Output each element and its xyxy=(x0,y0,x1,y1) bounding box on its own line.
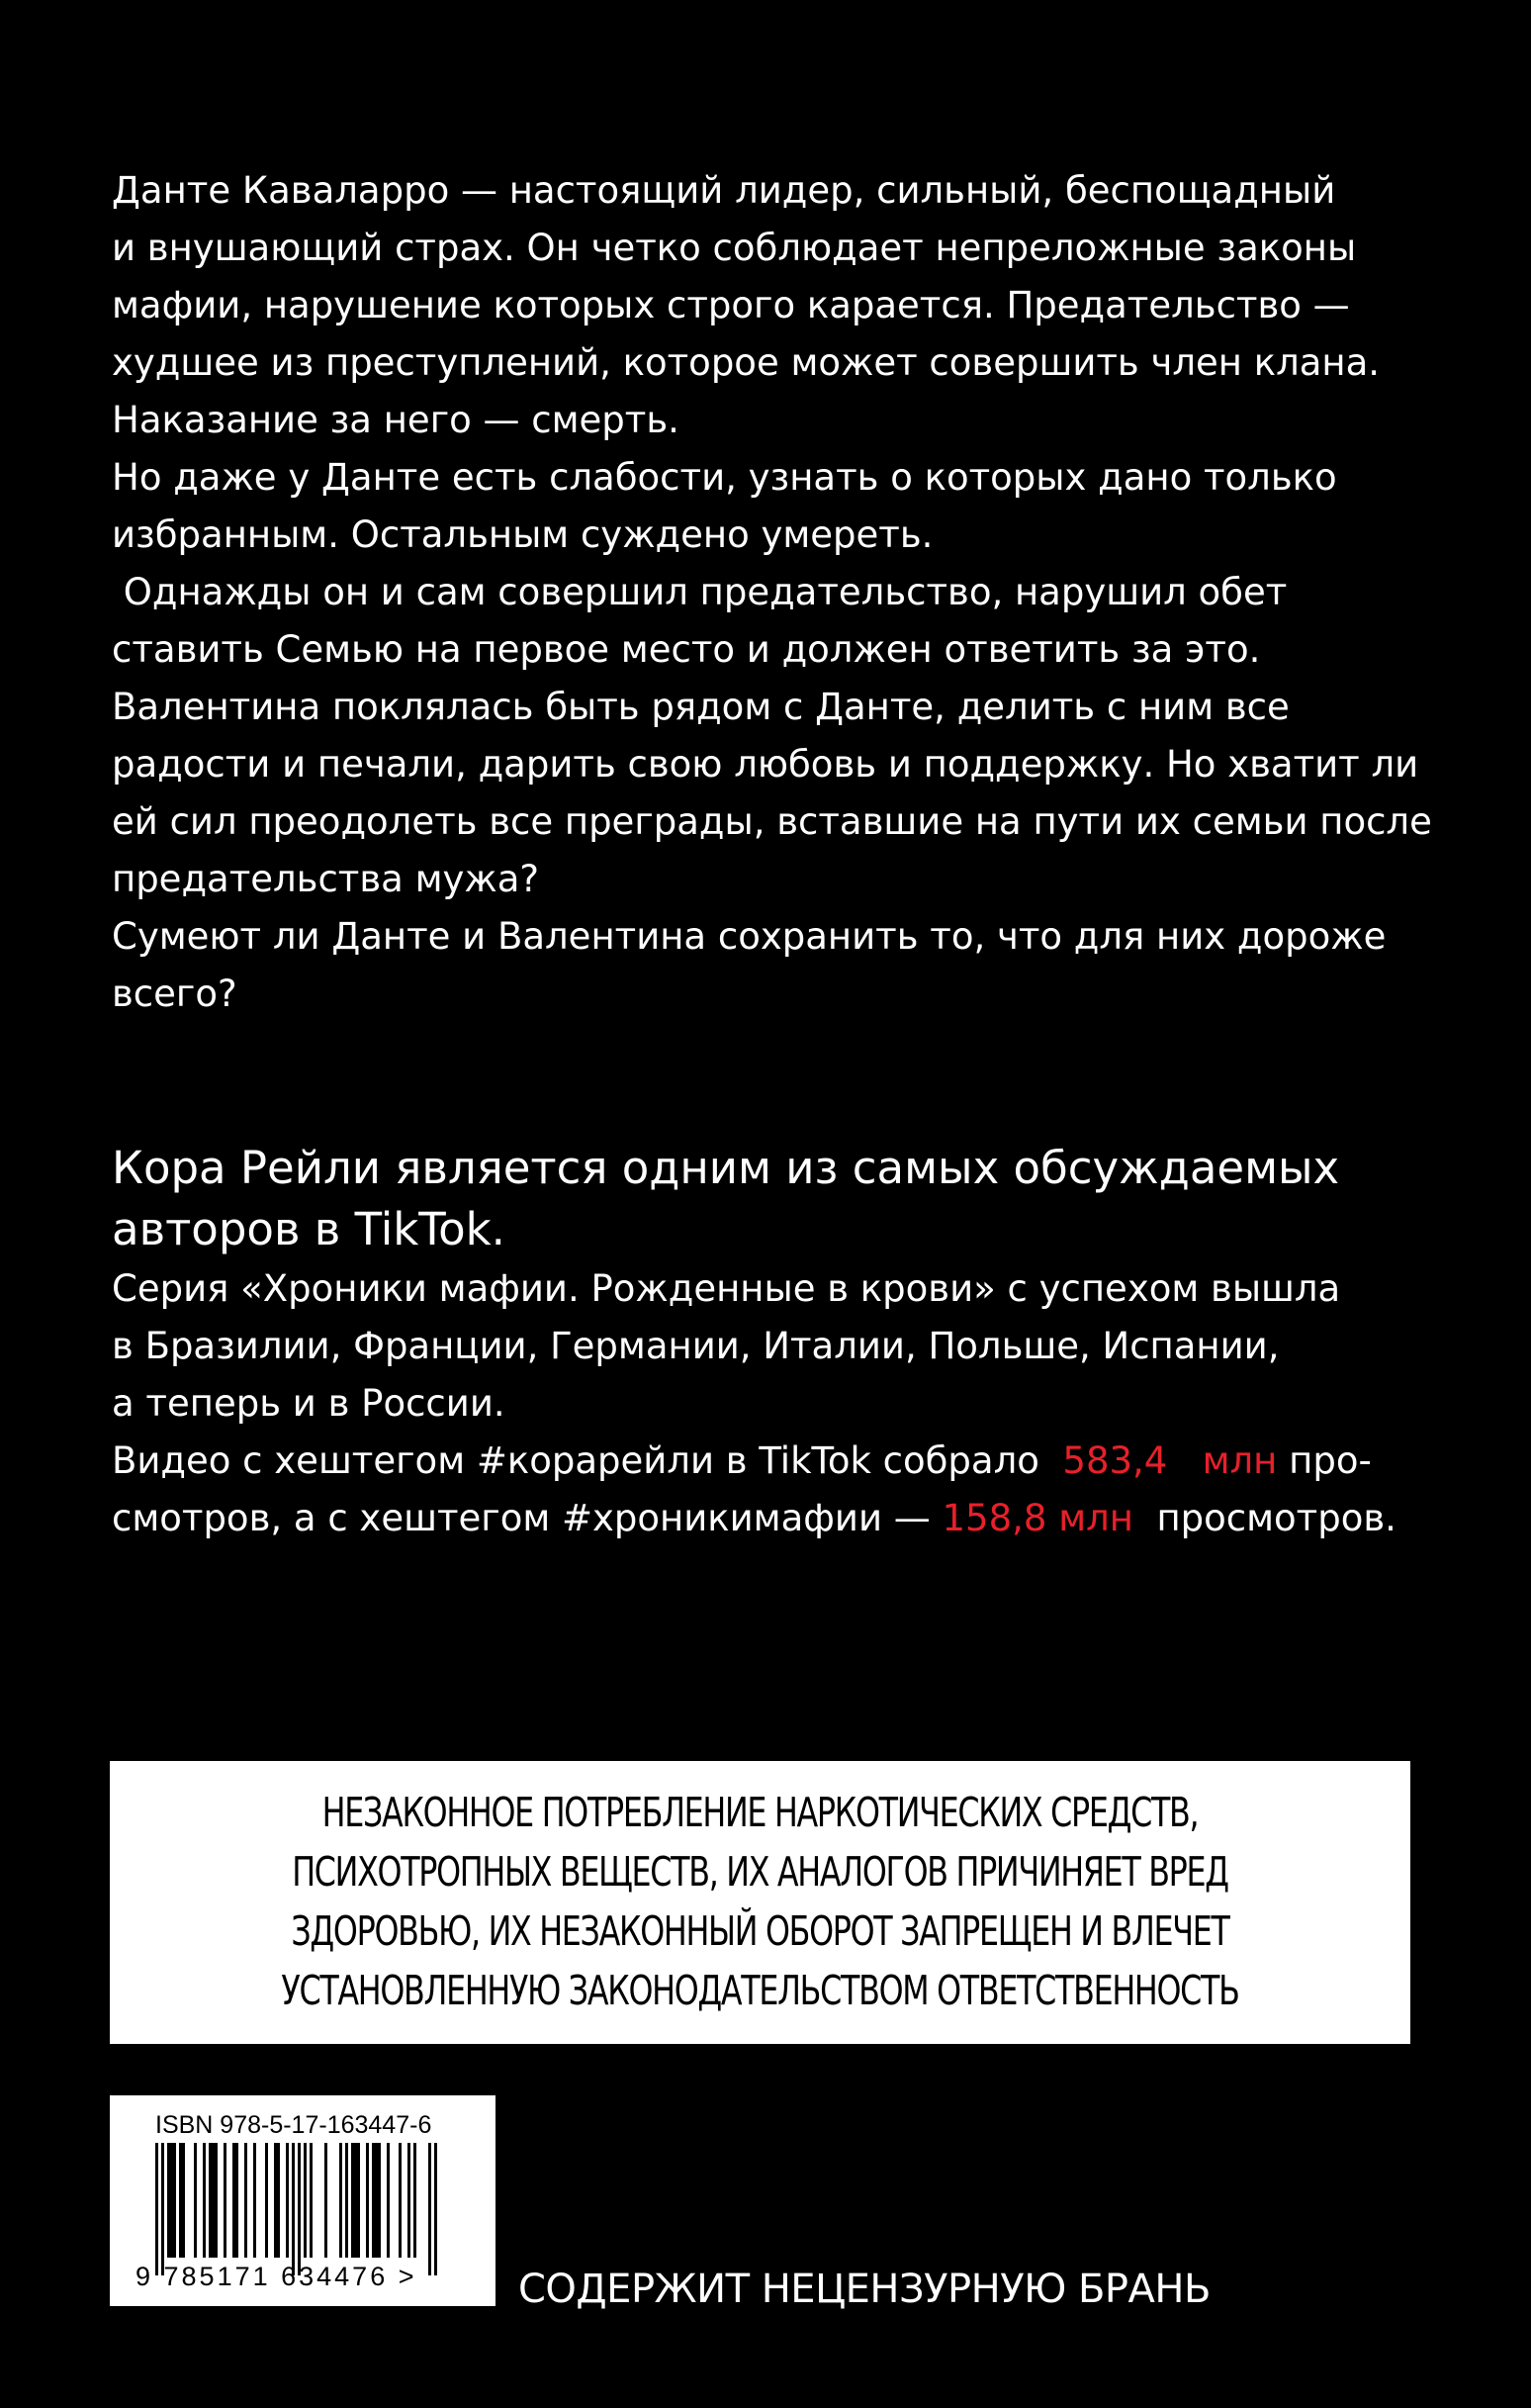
barcode-bar xyxy=(339,2143,342,2258)
author-headline xyxy=(112,1138,1339,1260)
barcode-bar xyxy=(286,2143,289,2258)
barcode-bar xyxy=(194,2143,197,2258)
barcode-bar xyxy=(232,2143,235,2258)
barcode-bar xyxy=(209,2143,212,2258)
barcode-bar xyxy=(253,2143,256,2258)
synopsis-line: худшее из преступлений, которое может совершить член клана. xyxy=(112,341,1381,384)
barcode-bar xyxy=(399,2143,402,2258)
synopsis-line: Данте Каваларро — настоящий лидер, сильный, беспощадный xyxy=(112,169,1336,212)
synopsis-line: избранным. Остальным суждено умереть. xyxy=(112,513,934,556)
barcode-bar xyxy=(173,2143,176,2258)
warning-line: ЗДОРОВЬЮ, ИХ НЕЗАКОННЫЙ ОБОРОТ ЗАПРЕЩЕН И ВЛЕЧЕТ xyxy=(291,1907,1229,1955)
barcode-bar xyxy=(212,2143,215,2258)
synopsis-line: Но даже у Данте есть слабости, узнать о которых дано только xyxy=(112,456,1337,499)
synopsis-line: Однажды он и сам совершил предательство, нарушил обет xyxy=(112,571,1288,613)
barcode-bar xyxy=(372,2143,375,2258)
stats-text: просмотров. xyxy=(1132,1497,1396,1539)
barcode-bar xyxy=(277,2143,280,2258)
synopsis-line: ставить Семью на первое место и должен ответить за это. xyxy=(112,628,1261,671)
author-info-line: Серия «Хроники мафии. Рожденные в крови» с успехом вышла xyxy=(112,1267,1341,1310)
isbn-label: ISBN 978-5-17-163447-6 xyxy=(155,2111,432,2139)
stats-text: смотров, а с хештегом #хроникимафии — xyxy=(112,1497,943,1539)
barcode-bar xyxy=(155,2143,158,2275)
barcode-bar xyxy=(366,2143,369,2258)
synopsis-line: радости и печали, дарить свою любовь и поддержку. Но хватит ли xyxy=(112,743,1419,786)
barcode-bar xyxy=(161,2143,164,2275)
barcode-bar xyxy=(298,2143,301,2275)
barcode-bar xyxy=(265,2143,268,2258)
barcode-bar xyxy=(170,2143,173,2258)
barcode-bar xyxy=(274,2143,277,2258)
barcode-bar xyxy=(428,2143,431,2275)
author-headline-line: авторов в TikTok. xyxy=(112,1203,505,1255)
barcode-bar xyxy=(413,2143,416,2258)
synopsis-line: мафии, нарушение которых строго карается. Предательство — xyxy=(112,284,1350,326)
barcode-bar xyxy=(434,2143,437,2275)
barcode-bar xyxy=(304,2143,307,2258)
isbn-barcode xyxy=(110,2095,495,2306)
barcode-bar xyxy=(378,2143,381,2258)
synopsis-line: Валентина поклялась быть рядом с Данте, делить с ним все xyxy=(112,686,1290,728)
barcode-bar xyxy=(292,2143,295,2275)
author-info xyxy=(112,1260,1427,1547)
barcode-bar xyxy=(167,2143,170,2258)
barcode-bar xyxy=(244,2143,247,2258)
barcode-bar xyxy=(375,2143,378,2258)
barcode-bar xyxy=(235,2143,238,2258)
author-info-line: в Бразилии, Франции, Германии, Италии, Польше, Испании, xyxy=(112,1325,1280,1367)
warning-line: ПСИХОТРОПНЫХ ВЕЩЕСТВ, ИХ АНАЛОГОВ ПРИЧИНЯЕТ ВРЕД xyxy=(292,1848,1228,1896)
barcode-bar xyxy=(179,2143,182,2258)
barcode-bar xyxy=(345,2143,348,2258)
barcode-bar xyxy=(310,2143,313,2258)
content-warning-label: СОДЕРЖИТ НЕЦЕНЗУРНУЮ БРАНЬ xyxy=(518,2267,1211,2312)
warning-line: УСТАНОВЛЕННУЮ ЗАКОНОДАТЕЛЬСТВОМ ОТВЕТСТВЕННОСТЬ xyxy=(281,1967,1239,2014)
warning-line: НЕЗАКОННОЕ ПОТРЕБЛЕНИЕ НАРКОТИЧЕСКИХ СРЕДСТВ, xyxy=(321,1789,1199,1836)
author-headline-line: Кора Рейли является одним из самых обсуждаемых xyxy=(112,1142,1340,1194)
barcode-bar xyxy=(407,2143,410,2258)
synopsis-line: Сумеют ли Данте и Валентина сохранить то, что для них дороже xyxy=(112,915,1387,958)
barcode-bar xyxy=(224,2143,226,2258)
barcode-bar xyxy=(351,2143,354,2258)
barcode-digits: 9 785171 634476 > xyxy=(135,2262,417,2291)
synopsis-line: Наказание за него — смерть. xyxy=(112,399,679,441)
synopsis-line: ей сил преодолеть все преграды, вставшие на пути их семьи после xyxy=(112,800,1432,843)
series-views-value: 158,8 млн xyxy=(942,1497,1133,1539)
barcode-bar xyxy=(215,2143,218,2258)
barcode-bar xyxy=(182,2143,185,2258)
barcode-bar xyxy=(357,2143,360,2258)
synopsis-line: всего? xyxy=(112,972,237,1015)
stats-text: Видео с хештегом #корарейли в TikTok собрало xyxy=(112,1439,1063,1482)
barcode-bar xyxy=(354,2143,357,2258)
author-info-line: а теперь и в России. xyxy=(112,1382,505,1425)
stats-line xyxy=(112,1490,1427,1547)
synopsis-line: предательства мужа? xyxy=(112,858,540,900)
stats-text: про- xyxy=(1277,1439,1372,1482)
stats-line xyxy=(112,1433,1427,1490)
barcode-bar xyxy=(387,2143,390,2258)
tiktok-views-value: 583,4 млн xyxy=(1062,1439,1278,1482)
barcode-bar xyxy=(203,2143,206,2258)
synopsis-text xyxy=(112,162,1432,1023)
synopsis-line: и внушающий страх. Он четко соблюдает непреложные законы xyxy=(112,227,1357,269)
drug-warning-box xyxy=(110,1761,1410,2044)
barcode-bar xyxy=(324,2143,327,2258)
